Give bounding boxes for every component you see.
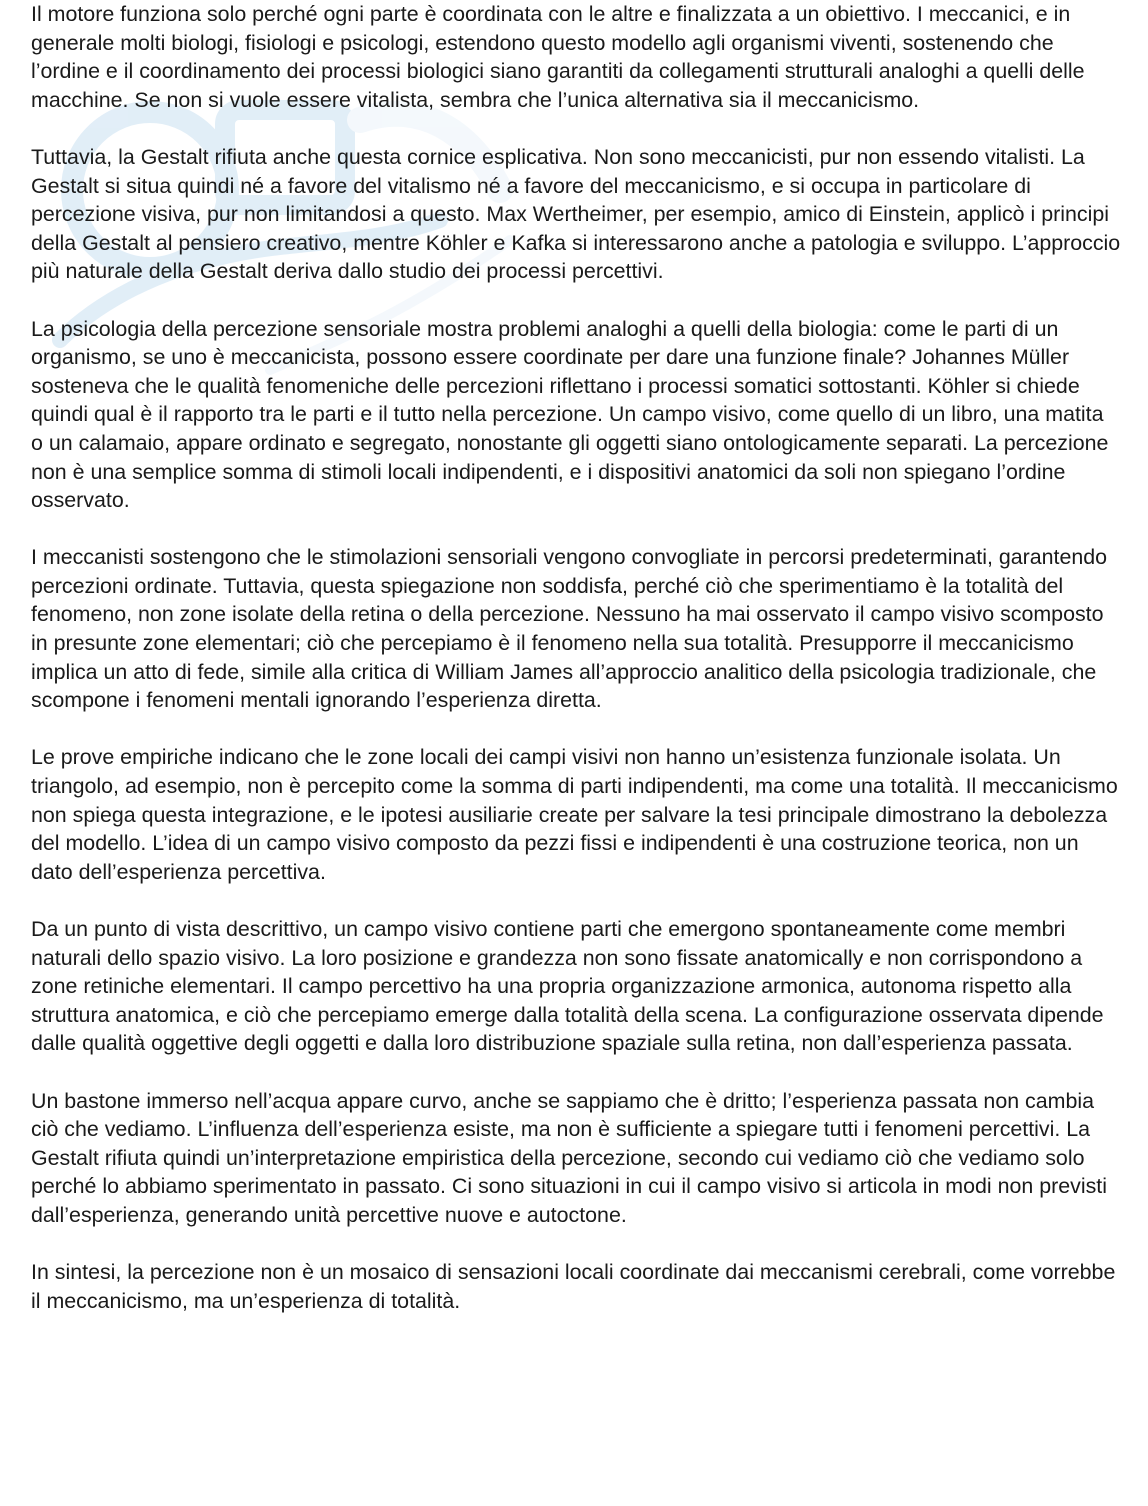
paragraph-4: I meccanisti sostengono che le stimolazioni sensoriali vengono convogliate in percorsi predeterminati, garantendo percezioni ordinate. Tuttavia, questa spiegazione non soddisfa, perché ciò che sperimentiamo è la totalità del fenomeno, non zone isolate della retina o della percezione. Nessuno ha mai osservato il campo visivo scomposto in presunte zone elementari; ciò che percepiamo è il fenomeno nella sua totalità. Presupporre il meccanicismo implica un atto di fede, simile alla critica di William James all’approccio analitico della psicologia tradizionale, che scompone i fenomeni mentali ignorando l’esperienza diretta. [31, 545, 1108, 713]
paragraph-3: La psicologia della percezione sensoriale mostra problemi analoghi a quelli della biologia: come le parti di un organismo, se uno è meccanicista, possono essere coordinate per dare una funzione finale? Johannes Müller sosteneva che le qualità fenomeniche delle percezioni riflettano i processi somatici sottostanti. Köhler si chiede quindi qual è il rapporto tra le parti e il tutto nella percezione. Un campo visivo, come quello di un libro, una matita o un calamaio, appare ordinato e segregato, nonostante gli oggetti siano ontologicamente separati. La percezione non è una semplice somma di stimoli locali indipendenti, e i dispositivi anatomici da soli non spiegano l’ordine osservato. [31, 316, 1109, 513]
paragraph-2: Tuttavia, la Gestalt rifiuta anche questa cornice esplicativa. Non sono meccanicisti, pur non essendo vitalisti. La Gestalt si situa quindi né a favore del vitalismo né a favore del meccanicismo, e si occupa in particolare di percezione visiva, pur non limitandosi a questo. Max Wertheimer, per esempio, amico di Einstein, applicò i principi della Gestalt al pensiero creativo, mentre Köhler e Kafka si interessarono anche a patologia e sviluppo. L’approccio più naturale della Gestalt deriva dallo studio dei processi percettivi. [31, 144, 1121, 284]
paragraph-8: In sintesi, la percezione non è un mosaico di sensazioni locali coordinate dai meccanismi cerebrali, come vorrebbe il meccanicismo, ma un’esperienza di totalità. [31, 1260, 1116, 1313]
document-body [31, 0, 1121, 1344]
paragraph-7: Un bastone immerso nell’acqua appare curvo, anche se sappiamo che è dritto; l’esperienza passata non cambia ciò che vediamo. L’influenza dell’esperienza esiste, ma non è sufficiente a spiegare tutti i fenomeni percettivi. La Gestalt rifiuta quindi un’interpretazione empiristica della percezione, secondo cui vediamo ciò che vediamo solo perché lo abbiamo sperimentato in passato. Ci sono situazioni in cui il campo visivo si articola in modi non previsti dall’esperienza, generando unità percettive nuove e autoctone. [31, 1088, 1107, 1227]
paragraph-6: Da un punto di vista descrittivo, un campo visivo contiene parti che emergono spontaneamente come membri naturali dello spazio visivo. La loro posizione e grandezza non sono fissate anatomically e non corrispondono a zone retiniche elementari. Il campo percettivo ha una propria organizzazione armonica, autonoma rispetto alla struttura anatomica, e ciò che percepiamo emerge dalla totalità della scena. La configurazione osservata dipende dalle qualità oggettive degli oggetti e dalla loro distribuzione spaziale sulla retina, non dall’esperienza passata. [31, 917, 1104, 1056]
paragraph-5: Le prove empiriche indicano che le zone locali dei campi visivi non hanno un’esistenza funzionale isolata. Un triangolo, ad esempio, non è percepito come la somma di parti indipendenti, ma come una totalità. Il meccanicismo non spiega questa integrazione, e le ipotesi ausiliarie create per salvare la tesi principale dimostrano la debolezza del modello. L’idea di un campo visivo composto da pezzi fissi e indipendenti è una costruzione teorica, non un dato dell’esperienza percettiva. [31, 745, 1118, 884]
paragraph-1: Il motore funziona solo perché ogni parte è coordinata con le altre e finalizzata a un obiettivo. I meccanici, e in generale molti biologi, fisiologi e psicologi, estendono questo modello agli organismi viventi, sostenendo che l’ordine e il coordinamento dei processi biologici siano garantiti da collegamenti strutturali analoghi a quelli delle macchine. Se non si vuole essere vitalista, sembra che l’unica alternativa sia il meccanicismo. [31, 2, 1085, 112]
